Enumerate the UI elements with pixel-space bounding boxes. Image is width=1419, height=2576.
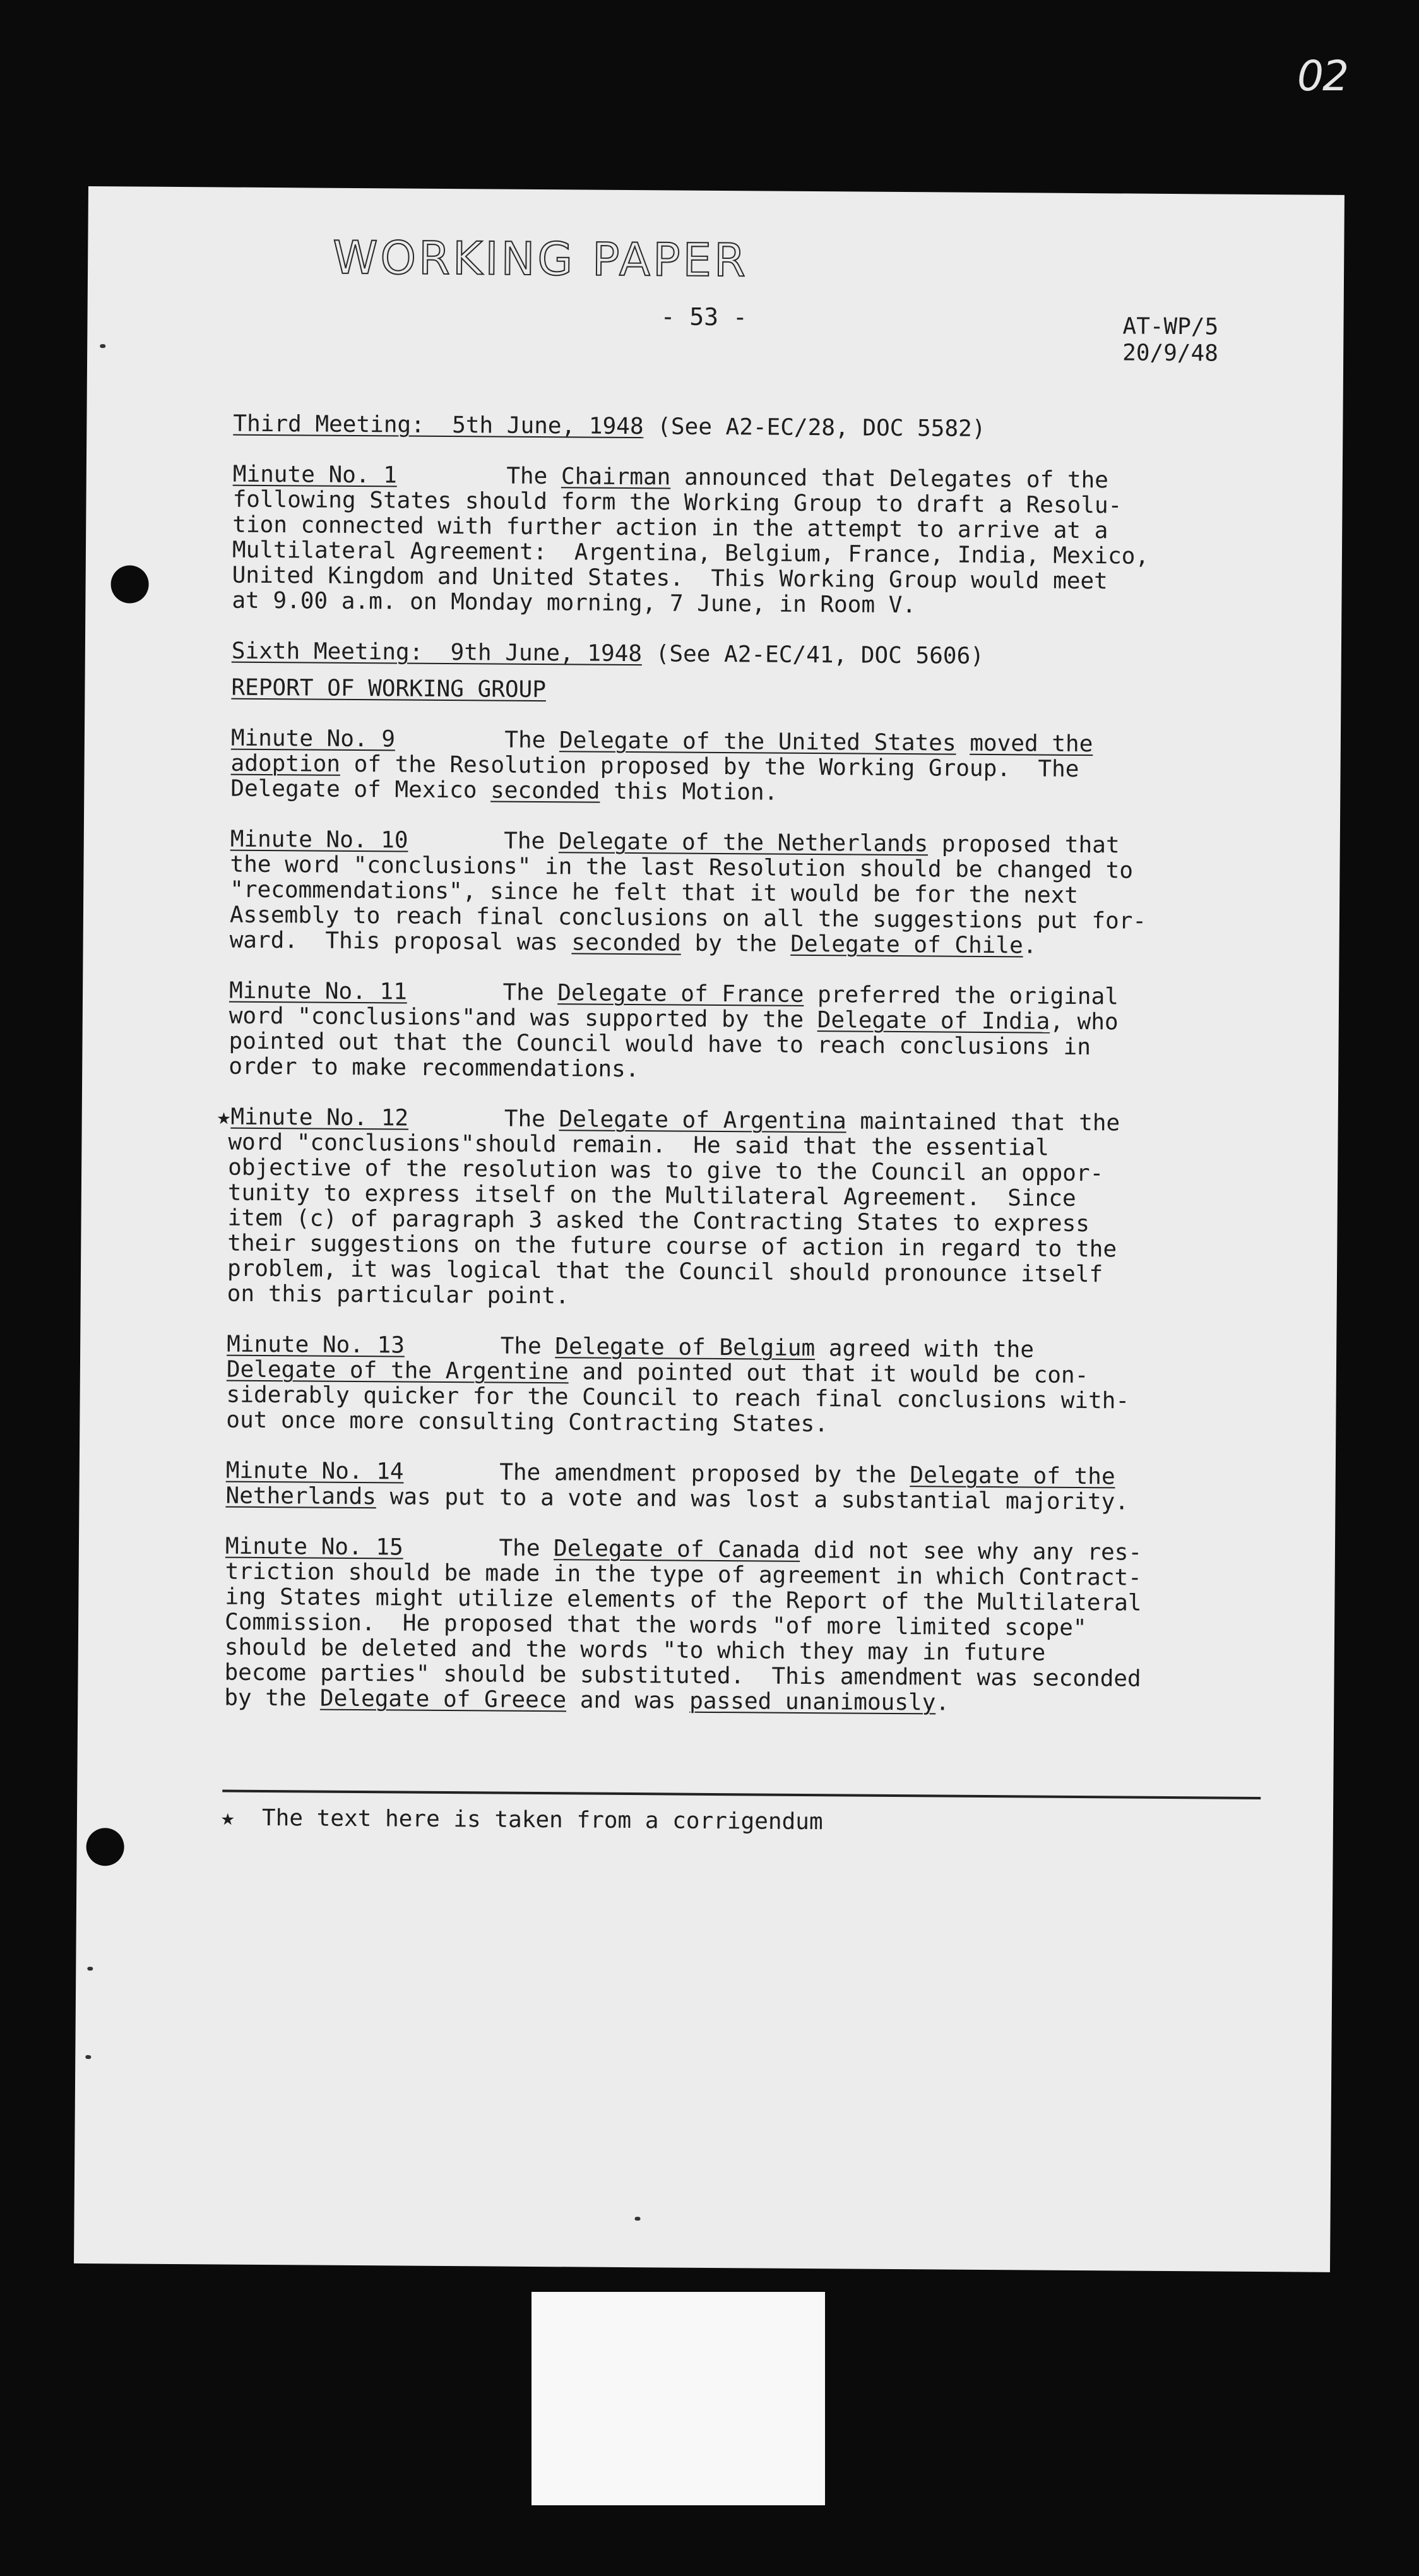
text-line: Multilateral Agreement: Argentina, Belgium, France, India, Mexico, [232,537,1149,569]
text: word "conclusions"and was supported by the [229,1003,817,1034]
text-underlined: Delegate of Greece [319,1685,567,1714]
footnote-divider [222,1790,1261,1799]
speck [87,1967,93,1971]
text-line: on this particular point. [227,1280,569,1309]
footnote: ★ The text here is taken from a corrigendum [220,1804,823,1835]
page-number: - 53 - [660,302,748,331]
text: The [408,1105,559,1133]
text: this Motion. [600,778,778,806]
speck [100,344,105,348]
minute-13 [226,1332,1237,1440]
text: The amendment proposed by the [403,1458,910,1489]
text-line: tion connected with further action in the attempt to arrive at a [232,511,1108,544]
text: did not see why any res- [800,1537,1143,1566]
minute-12 [217,1104,1238,1314]
text-underlined: Delegate of the Netherlands [558,828,929,857]
text: proposed that [928,831,1120,859]
meeting-title: Third Meeting: 5th June, 1948 [233,410,644,440]
text-line: Commission. He proposed that the words "of more limited scope" [224,1609,1087,1642]
text-underlined: Delegate of the Argentine [226,1356,569,1385]
document-body [217,410,1244,1743]
text-line: problem, it was logical that the Council should pronounce itself [227,1255,1103,1288]
text: and pointed out that it would be con- [568,1359,1089,1389]
text-line: triction should be made in the type of agreement in which Contract- [225,1558,1142,1591]
text-underlined: Delegate of Belgium [555,1333,816,1362]
text-line: siderably quicker for the Council to reach final conclusions with- [226,1381,1130,1414]
speck [635,2217,641,2221]
text-underlined: Delegate of the United States [559,727,956,756]
minute-label: Minute No. 11 [229,977,408,1005]
text: The [403,1534,554,1562]
minute-15 [224,1534,1235,1718]
punch-hole-bottom [86,1828,124,1866]
text-line: following States should form the Working Group to draft a Resolu- [232,486,1122,519]
text: was put to a vote and was lost a substantial majority. [376,1484,1129,1515]
text-underlined: Netherlands [225,1482,377,1510]
punch-hole-top [110,565,148,603]
text: Delegate of Mexico [230,775,491,804]
minute-label: Minute No. 13 [227,1331,405,1359]
text: preferred the original [804,981,1119,1010]
minute-label: Minute No. 15 [225,1533,403,1561]
text-line: pointed out that the Council would have to reach conclusions in [229,1028,1091,1061]
document-reference [1122,313,1218,367]
document-page [74,186,1345,2272]
text: . [1023,933,1037,959]
sixth-meeting-heading [232,639,1242,671]
text: The [396,462,562,490]
doc-code: AT-WP/5 [1122,313,1219,340]
text-line: the word "conclusions" in the last Resolution should be changed to [230,851,1134,884]
minute-label: Minute No. 14 [225,1457,404,1485]
minute-14 [225,1458,1236,1516]
text: of the Resolution proposed by the Working Group. The [340,751,1079,782]
text: The [408,827,559,855]
text: , who [1050,1008,1119,1035]
text-underlined: seconded [571,929,682,957]
text-underlined: passed unanimously [689,1688,936,1716]
meeting-ref: (See A2-EC/28, DOC 5582) [643,414,986,442]
text-underlined: Delegate of Chile [790,931,1023,959]
third-meeting-heading [233,412,1243,444]
working-paper-stamp: WORKING PAPER [332,230,749,287]
text-underlined: adoption [230,750,341,777]
blank-card [531,2292,825,2505]
text-line: should be deleted and the words "to which they may in future [224,1634,1046,1666]
text-line: ing States might utilize elements of the Report of the Multilateral [225,1583,1142,1616]
speck [85,2055,91,2059]
report-heading [231,676,1241,708]
text-underlined: moved the [970,730,1093,758]
text-underlined: Delegate of Canada [553,1535,800,1563]
minute-11 [229,979,1239,1087]
text-underlined: Delegate of the [910,1462,1115,1490]
text-line: Assembly to reach final conclusions on all the suggestions put for- [229,902,1147,934]
text-line: become parties" should be substituted. This amendment was seconded [224,1659,1141,1692]
text-underlined: Delegate of Argentina [559,1106,846,1135]
meeting-title: Sixth Meeting: 9th June, 1948 [231,638,643,667]
text-line: their suggestions on the future course of action in regard to the [227,1230,1117,1263]
text: The [407,979,558,1006]
text-line: United Kingdom and United States. This Working Group would meet [232,562,1108,595]
text: The [395,726,560,754]
minute-label: Minute No. 10 [230,826,408,854]
minute-label: Minute No. 1 [232,461,398,489]
text: announced that Delegates of the [670,464,1109,494]
text-underlined: Delegate of India [817,1007,1050,1035]
text: agreed with the [815,1335,1035,1363]
text-underlined: Delegate of France [557,980,804,1008]
text-line: order to make recommendations. [229,1053,639,1083]
text-line: out once more consulting Contracting States. [226,1407,829,1438]
minute-10 [230,827,1240,960]
minute-label: Minute No. 12 [230,1104,409,1131]
text-underlined: seconded [490,777,600,804]
text: and was [566,1687,690,1714]
text-line: objective of the resolution was to give to the Council an oppor- [228,1154,1104,1187]
text: . [935,1690,950,1716]
minute-1 [232,462,1243,621]
text-line: "recommendations", since he felt that it would be for the next [230,876,1079,909]
text: by the [680,930,791,957]
minute-label: Minute No. 9 [230,725,396,753]
text [956,730,970,756]
corner-mark: 02 [1297,52,1348,100]
minute-9 [230,726,1241,809]
section-heading: REPORT OF WORKING GROUP [231,674,547,703]
meeting-ref: (See A2-EC/41, DOC 5606) [641,641,985,669]
star-icon: ★ [217,1104,231,1130]
doc-date: 20/9/48 [1122,340,1219,367]
text-line: word "conclusions"should remain. He said that the essential [228,1129,1049,1161]
text-line: tunity to express itself on the Multilateral Agreement. Since [227,1179,1076,1212]
text-line: item (c) of paragraph 3 asked the Contracting States to express [227,1205,1090,1237]
text: The [404,1332,555,1360]
text-line: at 9.00 a.m. on Monday morning, 7 June, in Room V. [232,587,917,619]
text: by the [224,1685,321,1712]
text: ward. This proposal was [229,927,572,956]
text: maintained that the [846,1108,1120,1136]
text-underlined: Chairman [561,463,671,491]
